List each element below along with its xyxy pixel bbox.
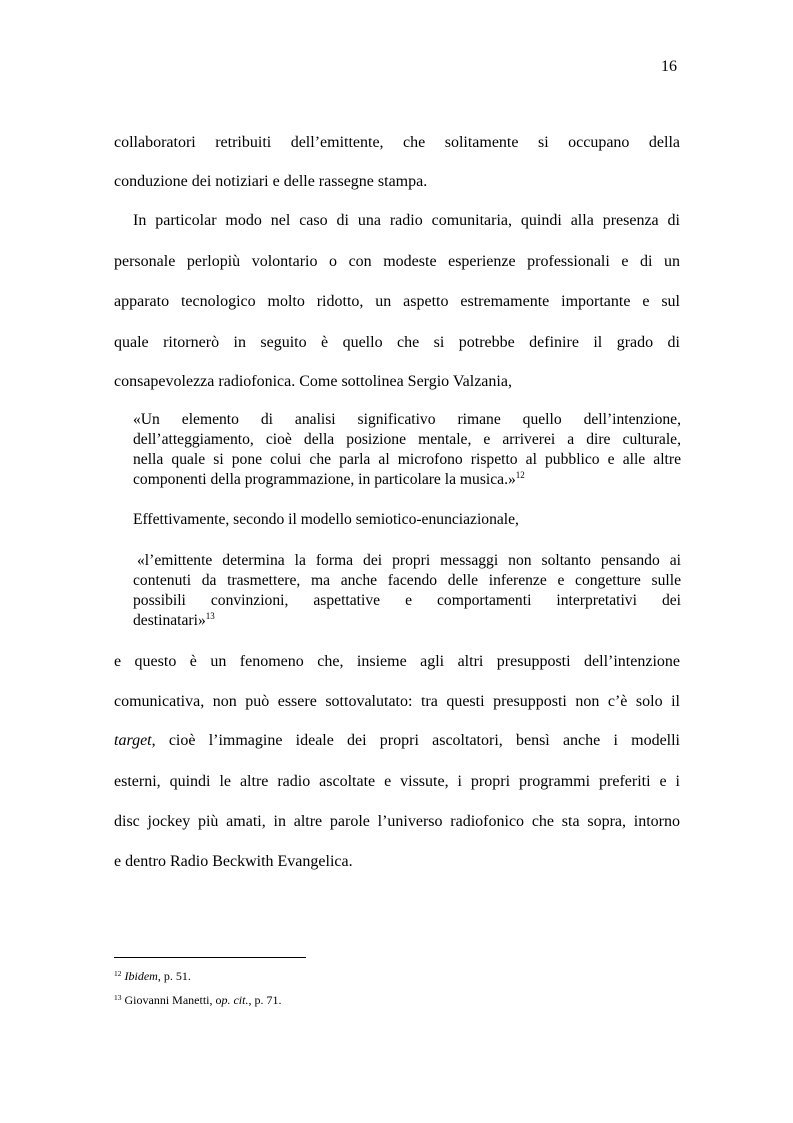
p4-line-3-rest: , cioè l’immagine ideale dei propri ascoltatori, bensì anche i modelli <box>151 732 680 749</box>
footnote-ref-12: 12 <box>515 470 525 480</box>
p2-line-5: consapevolezza radiofonica. Come sottolinea Sergio Valzania, <box>114 373 512 390</box>
p1-line-2: conduzione dei notiziari e delle rassegne stampa. <box>114 173 428 190</box>
p1-line-1: collaboratori retribuiti dell’emittente, che solitamente si occupano della <box>114 134 680 151</box>
p2-line-3: apparato tecnologico molto ridotto, un aspetto estremamente importante e sul <box>114 293 680 310</box>
footnote-13 <box>114 993 281 1007</box>
footnote-12-number: 12 <box>114 969 122 978</box>
quote2-line-4 <box>133 612 681 630</box>
footnote-13-italic: p. cit. <box>221 993 249 1007</box>
footnote-ref-13: 13 <box>205 611 215 621</box>
p4-line-1: e questo è un fenomeno che, insieme agli altri presupposti dell’intenzione <box>114 653 680 670</box>
p2-line-1: In particolar modo nel caso di una radio comunitaria, quindi alla presenza di <box>133 212 680 229</box>
p4-line-6: e dentro Radio Beckwith Evangelica. <box>114 853 353 870</box>
footnote-separator <box>114 957 306 958</box>
p4-line-4: esterni, quindi le altre radio ascoltate e vissute, i propri programmi preferiti e i <box>114 773 680 790</box>
p4-line-3 <box>114 731 680 750</box>
p3-line-1: Effettivamente, secondo il modello semiotico-enunciazionale, <box>133 511 519 528</box>
quote1-line-4 <box>133 471 681 489</box>
quote2-line-1: «l’emittente determina la forma dei propri messaggi non soltanto pensando ai <box>137 552 681 569</box>
quote2-line-3: possibili convinzioni, aspettative e comportamenti interpretativi dei <box>133 592 681 609</box>
footnote-13-rest: , p. 71. <box>248 993 282 1007</box>
page-number: 16 <box>661 58 677 75</box>
p4-line-5: disc jockey più amati, in altre parole l’universo radiofonico che sta sopra, intorno <box>114 813 680 830</box>
p4-line-2: comunicativa, non può essere sottovalutato: tra questi presupposti non c’è solo il <box>114 693 680 710</box>
footnote-13-number: 13 <box>114 993 122 1002</box>
quote1-line-2: dell’atteggiamento, cioè della posizione mentale, e arriverei a dire culturale, <box>133 431 681 448</box>
p2-line-4: quale ritornerò in seguito è quello che si potrebbe definire il grado di <box>114 334 680 351</box>
p4-line-3-italic: target <box>114 732 152 749</box>
footnote-12 <box>114 969 191 983</box>
footnote-12-rest: , p. 51. <box>157 969 191 983</box>
footnote-12-italic: Ibidem <box>124 969 158 983</box>
quote2-line-4-text: destinatari» <box>133 612 206 629</box>
quote2-line-2: contenuti da trasmettere, ma anche facendo delle inferenze e congetture sulle <box>133 572 681 589</box>
quote1-line-1: «Un elemento di analisi significativo rimane quello dell’intenzione, <box>133 411 681 428</box>
footnote-13-prefix: Giovanni Manetti, o <box>124 993 222 1007</box>
quote1-line-4-text: componenti della programmazione, in particolare la musica.» <box>133 471 516 488</box>
p2-line-2: personale perlopiù volontario o con modeste esperienze professionali e di un <box>114 253 680 270</box>
quote1-line-3: nella quale si pone colui che parla al microfono rispetto al pubblico e alle altre <box>133 451 681 468</box>
